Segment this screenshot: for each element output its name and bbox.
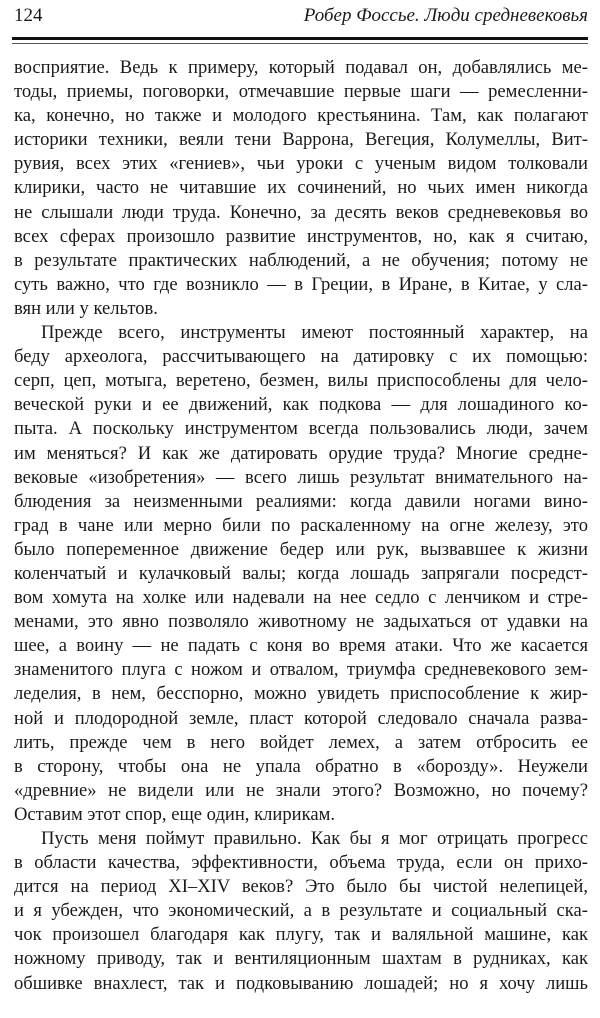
text-line: историки техники, веяли тени Варрона, Вегеция, Колумеллы, Вит-: [14, 129, 588, 151]
text-line: лить, прежде чем в него войдет лемех, а затем отбросить ее: [14, 731, 588, 753]
text-line: чок произошел благодаря как плугу, так и валяльной машине, как: [14, 924, 588, 946]
text-line: шее, а воину — не падать с коня во время атаки. Что же касается: [14, 635, 588, 657]
text-line: вян или у кельтов.: [14, 297, 158, 319]
text-line: дится на период XI–XIV веков? Это было бы чистой нелепицей,: [14, 876, 588, 898]
text-line: ка, конечно, но также и молодого крестьянина. Там, как полагают: [14, 105, 588, 127]
text-line: веческой руки и ее движений, как подкова — для лошадиного ко-: [14, 394, 588, 416]
text-line: ной и плодородной земле, пласт которой следовало сначала разва-: [14, 707, 588, 729]
text-line: леделия, в нем, бесспорно, можно увидеть приспособление к жир-: [14, 683, 588, 705]
text-line: восприятие. Ведь к примеру, который подавал он, добавлялись ме-: [14, 57, 588, 78]
text-line: в результате практических наблюдений, а не обучения; потому не: [14, 249, 588, 271]
text-line: клирики, часто не читавшие их сочинений, но чьих имен никогда: [14, 177, 588, 199]
text-line: блюдения за неизменными реалиями: когда давили ногами вино-: [14, 490, 588, 512]
text-line: всех сферах произошло развитие инструментов, но, как я считаю,: [14, 225, 588, 247]
paragraph: [14, 56, 588, 321]
text-line: рувия, всех этих «гениев», чьи уроки с ученым видом толковали: [14, 153, 588, 175]
text-line: в сторону, чтобы она не упала обратно в «борозду». Неужели: [14, 755, 588, 777]
text-line: Прежде всего, инструменты имеют постоянный характер, на: [41, 322, 588, 344]
text-line: вековые «изобретения» — всего лишь результат внимательного на-: [14, 466, 588, 488]
text-line: вом хомута на холке или надевали на нее седло с ленчиком и стре-: [14, 587, 588, 609]
text-line: град в чане или мерно били по раскаленному на огне железу, это: [14, 514, 588, 536]
text-line: серп, цеп, мотыга, веретено, безмен, вилы приспособлены для чело-: [14, 370, 588, 392]
text-line: пыта. А поскольку инструментом всегда пользовались люди, зачем: [14, 418, 588, 440]
text-line: «древние» не видели или не знали этого? Возможно, но почему?: [14, 779, 588, 801]
text-line: им меняться? И как же датировать орудие труда? Многие средне-: [14, 442, 588, 464]
paragraph: [14, 321, 588, 827]
page-number: 124: [14, 5, 43, 26]
header-rule-thick: [12, 37, 588, 40]
text-line: знаменитого плуга с ножом и отвалом, триумфа средневекового зем-: [14, 659, 588, 681]
text-line: в области качества, эффективности, объема труда, если он прихо-: [14, 852, 588, 874]
text-line: менами, это явно позволяло животному не задыхаться от удавки на: [14, 611, 588, 633]
body-text: [14, 56, 588, 996]
text-line: Пусть меня поймут правильно. Как бы я мог отрицать прогресс: [41, 828, 588, 849]
paragraph: [14, 827, 588, 996]
text-line: обшивке внахлест, так и подковыванию лошадей; но я хочу лишь: [14, 972, 588, 994]
text-line: и я убежден, что экономический, а в результате и социальный ска-: [14, 900, 588, 922]
running-title: Робер Фоссье. Люди средневековья: [303, 5, 588, 26]
text-line: ножному приводу, так и вентиляционным шахтам в рудниках, как: [14, 948, 588, 970]
text-line: не слышали люди труда. Конечно, за десять веков средневековья во: [14, 201, 588, 223]
text-line: было попеременное движение бедер или рук, вызвавшее к жизни: [14, 538, 588, 560]
text-line: суть важно, что где возникло — в Греции, в Иране, в Китае, у сла-: [14, 273, 588, 295]
text-line: беду археолога, рассчитывающего на датировку с их помощью:: [14, 346, 588, 368]
text-line: тоды, приемы, поговорки, отмечавшие первые шаги — ремесленни-: [14, 81, 588, 103]
text-line: коленчатый и кулачковый валы; когда лошадь запрягали посредст-: [14, 562, 588, 584]
running-header: [14, 5, 588, 31]
header-rule-thin: [12, 43, 588, 44]
text-line: Оставим этот спор, еще один, клирикам.: [14, 803, 336, 825]
